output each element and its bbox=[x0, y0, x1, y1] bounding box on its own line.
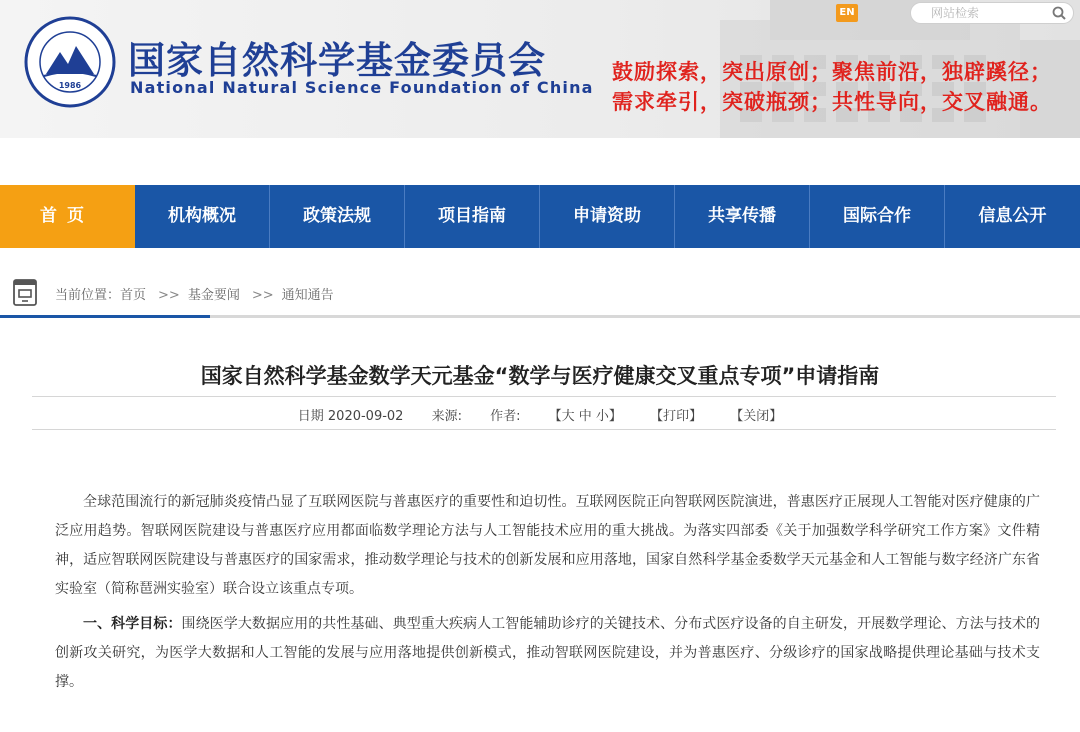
article-title: 国家自然科学基金数学天元基金“数学与医疗健康交叉重点专项”申请指南 bbox=[200, 364, 880, 388]
close-button[interactable]: 【关闭】 bbox=[730, 409, 783, 424]
nav-item-project-guide[interactable]: 项目指南 bbox=[405, 185, 540, 248]
article-meta bbox=[0, 405, 1080, 424]
breadcrumb-separator: >> bbox=[158, 288, 180, 303]
logo-year: 1986 bbox=[58, 81, 82, 90]
site-header bbox=[0, 0, 1080, 138]
section-text: 围绕医学大数据应用的共性基础、典型重大疾病人工智能辅助诊疗的关键技术、分布式医疗设备的自主研发，开展数学理论、方法与技术的创新攻关研究，为医学大数据和人工智能的发展与应用落地提供创新模式，推动智联网医院建设，并为普惠医疗、分级诊疗的国家战略提供理论基础与技术支撑。 bbox=[55, 616, 1041, 690]
breadcrumb-link-notices[interactable]: 通知通告 bbox=[281, 288, 334, 303]
article-author-label: 作者: bbox=[490, 409, 521, 424]
breadcrumb-prefix: 当前位置： bbox=[55, 288, 121, 303]
article-source-label: 来源: bbox=[431, 409, 462, 424]
nav-item-sharing[interactable]: 共享传播 bbox=[675, 185, 810, 248]
search-input[interactable] bbox=[931, 6, 1049, 20]
article-date: 日期 2020-09-02 bbox=[297, 409, 404, 424]
nav-item-international[interactable]: 国际合作 bbox=[810, 185, 945, 248]
meta-divider bbox=[32, 429, 1056, 430]
breadcrumb-separator: >> bbox=[251, 288, 274, 303]
breadcrumb-trail bbox=[55, 284, 342, 303]
site-search-box bbox=[910, 2, 1074, 24]
article-paragraph bbox=[55, 610, 1040, 697]
nsfc-logo bbox=[24, 16, 116, 108]
breadcrumb bbox=[0, 270, 1080, 320]
location-page-icon bbox=[12, 277, 38, 307]
breadcrumb-link-news[interactable]: 基金要闻 bbox=[187, 288, 240, 303]
article-paragraph: 全球范围流行的新冠肺炎疫情凸显了互联网医院与普惠医疗的重要性和迫切性。互联网医院正向智联网医院演进，普惠医疗正展现人工智能对医疗健康的广泛应用趋势。智联网医院建设与普惠医疗应用都面临数学理论方法与人工智能技术应用的重大挑战。为落实四部委《关于加强数学科学研究工作方案》文件精神，适应智联网医院建设与普惠医疗的国家需求，推动数学理论与技术的创新发展和应用落地，国家自然科学基金委数学天元基金和人工智能与数字经济广东省实验室（简称琶洲实验室）联合设立该重点专项。 bbox=[55, 494, 1040, 597]
nav-item-policies[interactable]: 政策法规 bbox=[270, 185, 405, 248]
site-title-chinese: 国家自然科学基金委员会 bbox=[128, 39, 546, 82]
site-title-english: National Natural Science Foundation of China bbox=[130, 78, 594, 97]
print-button[interactable]: 【打印】 bbox=[650, 409, 703, 424]
nav-item-organization[interactable]: 机构概况 bbox=[135, 185, 270, 248]
breadcrumb-link-home[interactable]: 首页 bbox=[120, 288, 147, 303]
nav-item-funding-application[interactable]: 申请资助 bbox=[540, 185, 675, 248]
article-body bbox=[55, 488, 1040, 697]
font-size-control[interactable]: 【大 中 小】 bbox=[548, 409, 622, 424]
section-heading: 一、科学目标： bbox=[83, 616, 182, 632]
nav-item-home[interactable]: 首页 bbox=[0, 185, 135, 248]
breadcrumb-divider-accent bbox=[0, 315, 210, 318]
title-divider bbox=[32, 396, 1056, 397]
search-icon[interactable] bbox=[1051, 5, 1067, 21]
slogan-line-2: 需求牵引，突破瓶颈；共性导向，交叉融通。 bbox=[612, 89, 1052, 114]
nav-item-information-disclosure[interactable]: 信息公开 bbox=[978, 206, 1047, 226]
slogan-line-1: 鼓励探索，突出原创；聚焦前沿，独辟蹊径； bbox=[612, 59, 1052, 84]
main-navigation bbox=[0, 185, 1080, 248]
english-version-button[interactable]: EN bbox=[836, 4, 858, 22]
